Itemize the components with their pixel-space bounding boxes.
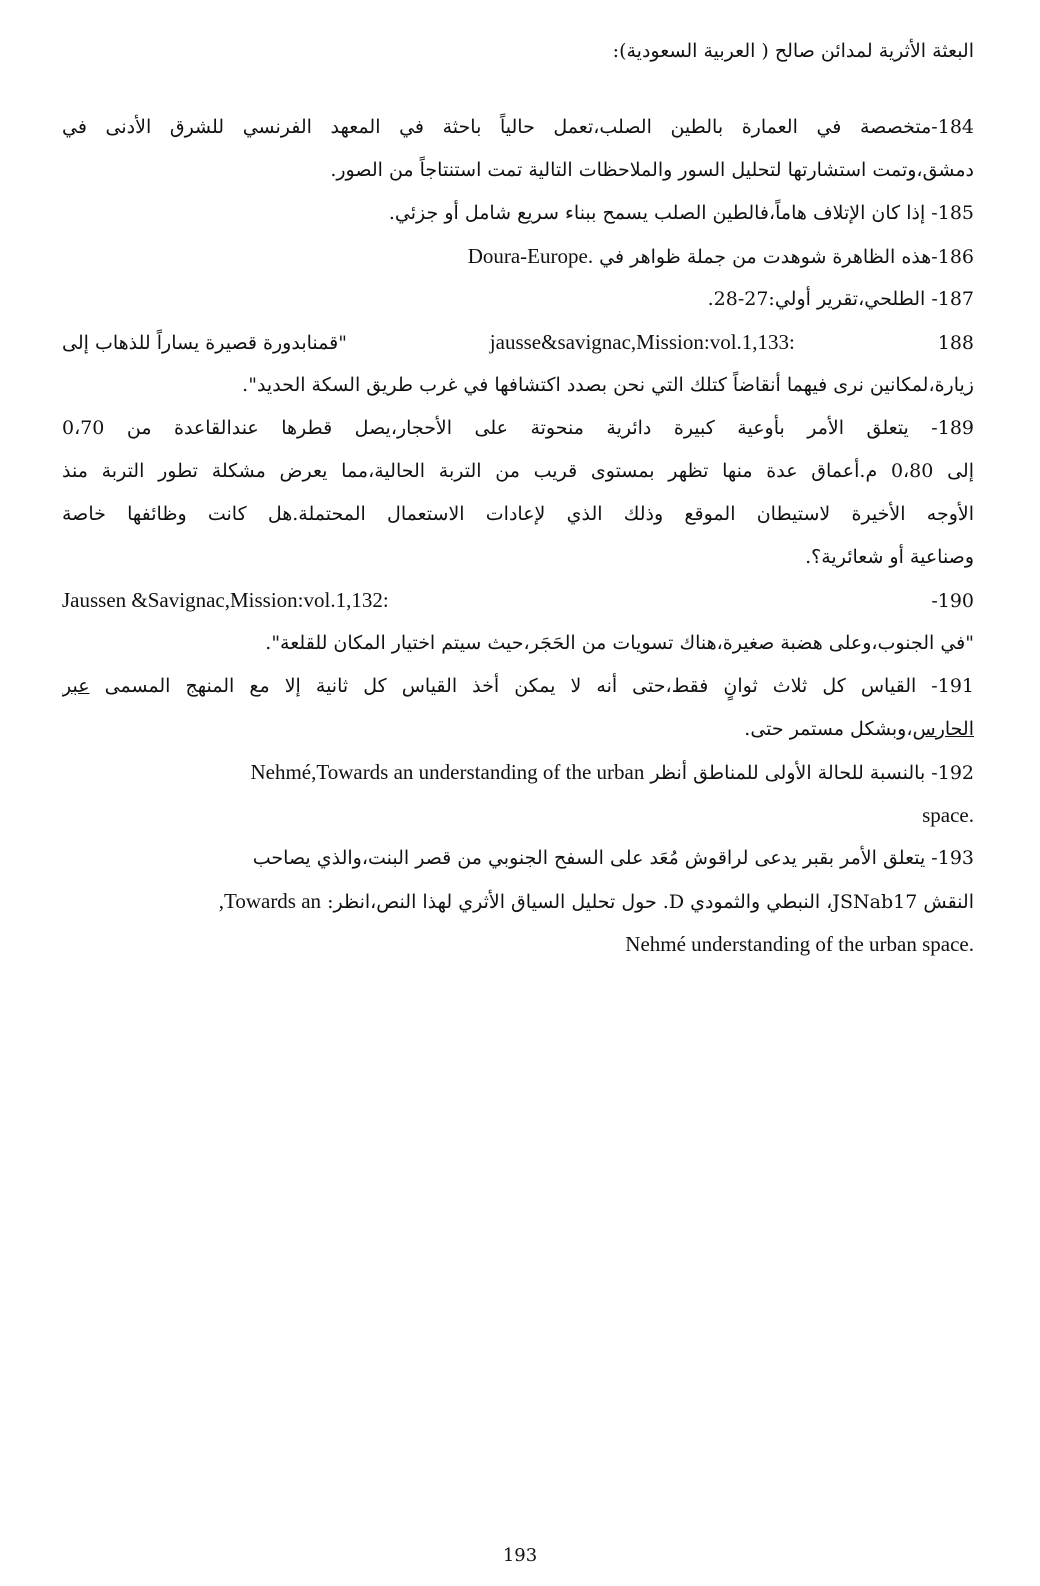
footnotes: [62, 106, 974, 966]
note-190-line-1: [62, 579, 974, 622]
note-188-citation: jausse&savignac,Mission:vol.1,133:: [489, 330, 795, 354]
note-193-line-3: Nehmé understanding of the urban space.: [625, 932, 974, 956]
note-192-arabic: 192- بالنسبة للحالة الأولى للمناطق أنظر: [650, 762, 974, 784]
note-193-line-2: [62, 880, 974, 923]
note-186-latin: Doura-Europe.: [467, 244, 594, 268]
note-188-line-2: زيارة،لمكانين نرى فيهما أنقاضاً كتلك التي نحن بصدد اكتشافها في غرب طريق السكة الحديد".: [242, 374, 974, 396]
note-189-line-4: وصناعية أو شعائرية؟.: [805, 546, 974, 568]
note-187: 187- الطلحي،تقرير أولي:27-28.: [707, 288, 974, 310]
note-192-citation: Nehmé,Towards an understanding of the urban: [250, 760, 645, 784]
note-191-tail: ،وبشكل مستمر حتى.: [744, 718, 913, 740]
note-190-number: 190-: [931, 590, 974, 612]
note-191-underlined-word: عبر: [62, 675, 90, 697]
note-191-line-2: [62, 708, 974, 751]
note-188-quote-start: "قمنابدورة قصيرة يساراً للذهاب إلى: [62, 332, 347, 354]
note-189-line-3: الأوجه الأخيرة لاستيطان الموقع وذلك الذي لإعادات الاستعمال المحتملة.هل كانت وظائفها خاصة: [62, 503, 974, 525]
note-188-number: 188: [937, 332, 974, 354]
note-191-underlined-guard: الحارس: [912, 718, 974, 740]
note-186-arabic: 186-هذه الظاهرة شوهدت من جملة ظواهر في: [599, 246, 974, 268]
note-190-line-2: "في الجنوب،وعلى هضبة صغيرة،هناك تسويات من الحَجَر،حيث سيتم اختيار المكان للقلعة".: [265, 632, 974, 654]
page-number: 193: [502, 1545, 538, 1566]
note-189-line-2: إلى 0،80 م.أعماق عدة منها تظهر بمستوى قريب من التربة الحالية،مما يعرض مشكلة تطور التربة منذ: [62, 460, 974, 482]
note-186: [62, 235, 974, 278]
note-191-text: 191- القياس كل ثلاث ثوانٍ فقط،حتى أنه لا يمكن أخذ القياس كل ثانية إلا مع المنهج المسمى: [104, 675, 974, 697]
note-189-line-1: 189- يتعلق الأمر بأوعية كبيرة دائرية منحوتة على الأحجار،يصل قطرها عندالقاعدة من 0،70: [62, 417, 974, 439]
page-header: [62, 40, 974, 80]
note-188-line-1: [62, 321, 974, 364]
running-title: البعثة الأثرية لمدائن صالح ( العربية السعودية):: [612, 40, 974, 62]
note-185: 185- إذا كان الإتلاف هاماً،فالطين الصلب يسمح ببناء سريع شامل أو جزئي.: [388, 202, 974, 224]
note-191-line-1: [62, 665, 974, 708]
note-193-line-1: 193- يتعلق الأمر بقبر يدعى لراقوش مُعَد على السفح الجنوبي من قصر البنت،والذي يصاحب: [252, 847, 974, 869]
note-193-arabic: النقش JSNab17، النبطي والثمودي D. حول تحليل السياق الأثري لهذا النص،انظر:: [327, 891, 974, 913]
note-190-citation: Jaussen &Savignac,Mission:vol.1,132:: [62, 588, 389, 612]
note-192-line-2: space.: [922, 803, 974, 827]
note-192-line-1: [62, 751, 974, 794]
note-184-line-1: 184-متخصصة في العمارة بالطين الصلب،تعمل حالياً باحثة في المعهد الفرنسي للشرق الأدنى في: [62, 116, 974, 138]
note-184-line-2: دمشق،وتمت استشارتها لتحليل السور والملاحظات التالية تمت استنتاجاً من الصور.: [330, 159, 974, 181]
note-193-citation-start: ,Towards an: [218, 889, 322, 913]
